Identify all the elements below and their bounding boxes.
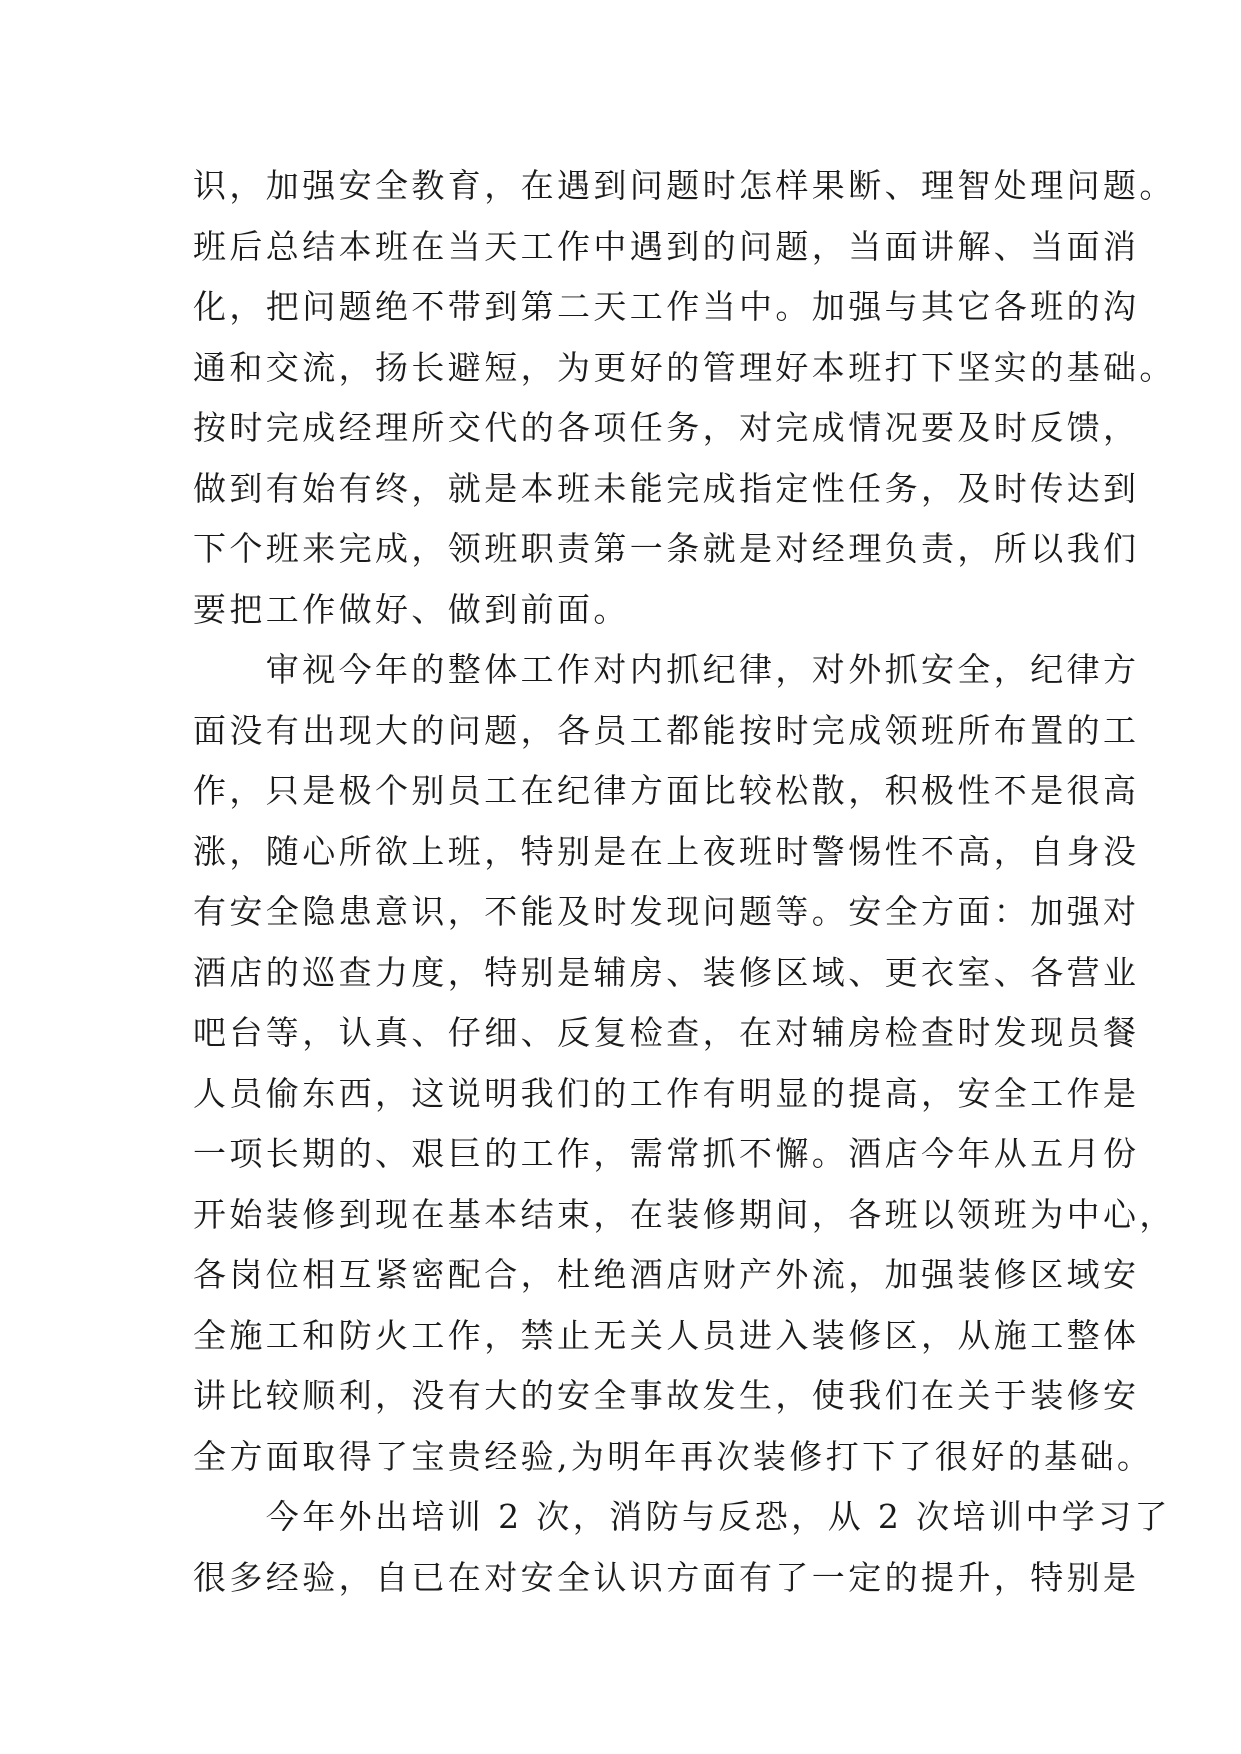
text-line: 通和交流，扬长避短，为更好的管理好本班打下坚实的基础。: [193, 347, 1176, 387]
text-line: 酒店的巡查力度，特别是辅房、装修区域、更衣室、各营业: [193, 952, 1140, 992]
text-line: 涨，随心所欲上班，特别是在上夜班时警惕性不高，自身没: [193, 831, 1140, 871]
text-line: 面没有出现大的问题，各员工都能按时完成领班所布置的工: [193, 710, 1140, 750]
text-line: 讲比较顺利，没有大的安全事故发生，使我们在关于装修安: [193, 1376, 1140, 1415]
text-line: 很多经验，自已在对安全认识方面有了一定的提升，特别是: [193, 1557, 1140, 1597]
text-line: 审视今年的整体工作对内抓纪律，对外抓安全，纪律方: [193, 650, 1140, 689]
text-line: 吧台等，认真、仔细、反复检查，在对辅房检查时发现员餐: [193, 1013, 1140, 1052]
text-line: 按时完成经理所交代的各项任务，对完成情况要及时反馈，: [193, 408, 1140, 447]
text-line: 化，把问题绝不带到第二天工作当中。加强与其它各班的沟: [193, 287, 1140, 326]
text-line: 一项长期的、艰巨的工作，需常抓不懈。酒店今年从五月份: [193, 1134, 1140, 1173]
text-line: 各岗位相互紧密配合，杜绝酒店财产外流，加强装修区域安: [193, 1255, 1140, 1294]
text-line: 今年外出培训 2 次，消防与反恐，从 2 次培训中学习了: [193, 1497, 1171, 1536]
text-line: 做到有始有终，就是本班未能完成指定性任务，及时传达到: [193, 468, 1140, 508]
text-line: 班后总结本班在当天工作中遇到的问题，当面讲解、当面消: [193, 226, 1140, 266]
text-line: 全施工和防火工作，禁止无关人员进入装修区，从施工整体: [193, 1315, 1140, 1355]
text-line: 作，只是极个别员工在纪律方面比较松散，积极性不是很高: [193, 771, 1140, 810]
body-text: [193, 156, 1176, 1608]
text-line: 开始装修到现在基本结束，在装修期间，各班以领班为中心，: [193, 1194, 1176, 1234]
text-line: 下个班来完成，领班职责第一条就是对经理负责，所以我们: [193, 529, 1140, 568]
text-line: 要把工作做好、做到前面。: [193, 589, 630, 629]
text-line: 全方面取得了宝贵经验,为明年再次装修打下了很好的基础。: [193, 1436, 1154, 1476]
text-line: 人员偷东西，这说明我们的工作有明显的提高，安全工作是: [193, 1073, 1140, 1113]
text-line: 识，加强安全教育，在遇到问题时怎样果断、理智处理问题。: [193, 166, 1176, 205]
text-line: 有安全隐患意识，不能及时发现问题等。安全方面：加强对: [193, 892, 1140, 931]
